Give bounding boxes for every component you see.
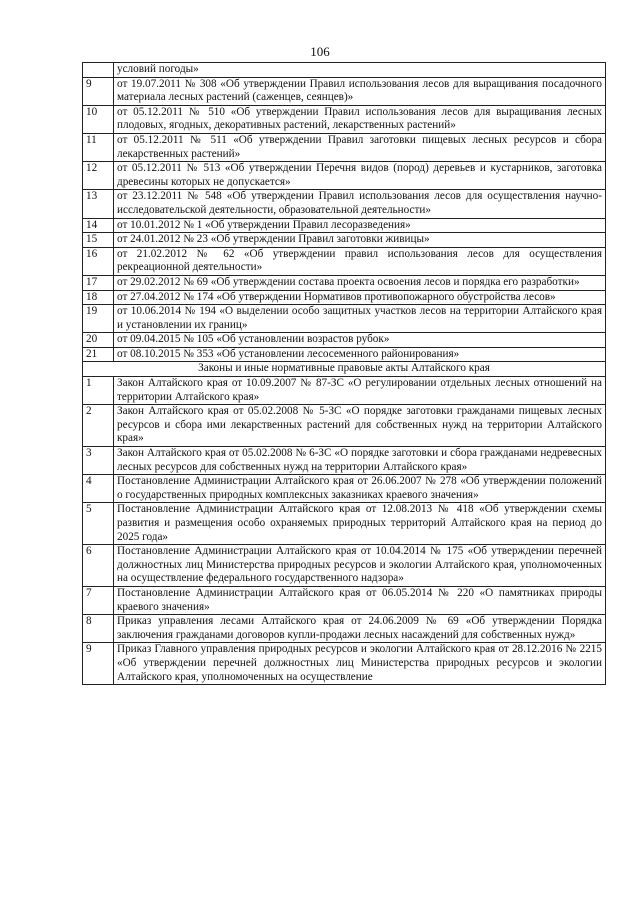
table-row bbox=[83, 377, 606, 405]
row-text: от 08.10.2015 № 353 «Об установлении лесосеменного районирования» bbox=[114, 347, 606, 362]
row-text: от 05.12.2011 № 511 «Об утверждении Правил заготовки пищевых лесных ресурсов и сбора лекарственных растений» bbox=[114, 133, 606, 161]
row-text: от 29.02.2012 № 69 «Об утверждении состава проекта освоения лесов и порядка его разработки» bbox=[114, 275, 606, 290]
table-row bbox=[83, 105, 606, 133]
row-number: 15 bbox=[83, 233, 114, 248]
row-text: Приказ Главного управления природных ресурсов и экологии Алтайского края от 28.12.2016 № 2215 «Об утверждении перечней должностных лиц Министерства природных ресурсов и экологии Алтайского края, уполномоченных на осуществление bbox=[114, 643, 606, 685]
table-row bbox=[83, 190, 606, 218]
row-text: от 27.04.2012 № 174 «Об утверждении Нормативов противопожарного обустройства лесов» bbox=[114, 290, 606, 305]
table-row bbox=[83, 447, 606, 475]
row-text: от 09.04.2015 № 105 «Об установлении возрастов рубок» bbox=[114, 333, 606, 348]
row-number: 21 bbox=[83, 347, 114, 362]
row-text: от 10.01.2012 № 1 «Об утверждении Правил лесоразведения» bbox=[114, 218, 606, 233]
table-row bbox=[83, 275, 606, 290]
row-text: от 05.12.2011 № 513 «Об утверждении Перечня видов (пород) деревьев и кустарников, заготовка древесины которых не допускается» bbox=[114, 162, 606, 190]
row-text: от 21.02.2012 № 62 «Об утверждении правил использования лесов для осуществления рекреационной деятельности» bbox=[114, 247, 606, 275]
table-row bbox=[83, 233, 606, 248]
row-text: Закон Алтайского края от 10.09.2007 № 87-ЗС «О регулировании отдельных лесных отношений на территории Алтайского края» bbox=[114, 377, 606, 405]
row-number: 10 bbox=[83, 105, 114, 133]
row-text: от 05.12.2011 № 510 «Об утверждении Правил использования лесов для выращивания лесных плодовых, ягодных, декоративных растений, лекарственных растений» bbox=[114, 105, 606, 133]
table-row bbox=[83, 503, 606, 545]
row-number: 9 bbox=[83, 77, 114, 105]
row-text: от 24.01.2012 № 23 «Об утверждении Правил заготовки живицы» bbox=[114, 233, 606, 248]
table-row bbox=[83, 545, 606, 587]
row-number: 6 bbox=[83, 545, 114, 587]
row-number: 8 bbox=[83, 615, 114, 643]
row-number: 14 bbox=[83, 218, 114, 233]
table-row bbox=[83, 405, 606, 447]
row-text: Постановление Администрации Алтайского края от 06.05.2014 № 220 «О памятниках природы краевого значения» bbox=[114, 586, 606, 614]
table-row bbox=[83, 347, 606, 362]
row-number: 5 bbox=[83, 503, 114, 545]
row-text: Приказ управления лесами Алтайского края от 24.06.2009 № 69 «Об утверждении Порядка заключения гражданами договоров купли-продажи лесных насаждений для собственных нужд» bbox=[114, 615, 606, 643]
row-number bbox=[83, 63, 114, 78]
row-number: 13 bbox=[83, 190, 114, 218]
row-number: 11 bbox=[83, 133, 114, 161]
table-row bbox=[83, 615, 606, 643]
row-text: от 10.06.2014 № 194 «О выделении особо защитных участков лесов на территории Алтайского края и установлении их границ» bbox=[114, 305, 606, 333]
table-row bbox=[83, 218, 606, 233]
row-number: 16 bbox=[83, 247, 114, 275]
row-number: 20 bbox=[83, 333, 114, 348]
row-text: Постановление Администрации Алтайского края от 10.04.2014 № 175 «Об утверждении перечней должностных лиц Министерства природных ресурсов и экологии Алтайского края, уполномоченных на осуществление федерального государственного надзора» bbox=[114, 545, 606, 587]
row-text: условий погоды» bbox=[114, 63, 606, 78]
row-text: от 19.07.2011 № 308 «Об утверждении Правил использования лесов для выращивания посадочного материала лесных растений (саженцев, сеянцев)» bbox=[114, 77, 606, 105]
section-header: Законы и иные нормативные правовые акты Алтайского края bbox=[83, 362, 606, 377]
row-text: от 23.12.2011 № 548 «Об утверждении Правил использования лесов для осуществления научно-исследовательской деятельности, образовательной деятельности» bbox=[114, 190, 606, 218]
table-row bbox=[83, 290, 606, 305]
table-row bbox=[83, 133, 606, 161]
row-text: Закон Алтайского края от 05.02.2008 № 5-ЗС «О порядке заготовки гражданами пищевых лесных ресурсов и сбора ими лекарственных растений для собственных нужд на территории Алтайского края» bbox=[114, 405, 606, 447]
table-row bbox=[83, 162, 606, 190]
table-row bbox=[83, 333, 606, 348]
row-number: 7 bbox=[83, 586, 114, 614]
regulations-table bbox=[82, 62, 606, 685]
row-number: 19 bbox=[83, 305, 114, 333]
table-row bbox=[83, 305, 606, 333]
row-number: 2 bbox=[83, 405, 114, 447]
row-number: 4 bbox=[83, 475, 114, 503]
row-number: 12 bbox=[83, 162, 114, 190]
row-number: 17 bbox=[83, 275, 114, 290]
row-number: 3 bbox=[83, 447, 114, 475]
row-number: 9 bbox=[83, 643, 114, 685]
row-number: 18 bbox=[83, 290, 114, 305]
table-row bbox=[83, 77, 606, 105]
table-row bbox=[83, 63, 606, 78]
table-row bbox=[83, 475, 606, 503]
row-number: 1 bbox=[83, 377, 114, 405]
table-row bbox=[83, 643, 606, 685]
row-text: Закон Алтайского края от 05.02.2008 № 6-ЗС «О порядке заготовки и сбора гражданами недревесных лесных ресурсов для собственных нужд на территории Алтайского края» bbox=[114, 447, 606, 475]
table-row bbox=[83, 247, 606, 275]
section-header-row bbox=[83, 362, 606, 377]
page-number: 106 bbox=[310, 44, 330, 59]
table-body bbox=[83, 63, 606, 685]
row-text: Постановление Администрации Алтайского края от 12.08.2013 № 418 «Об утверждении схемы развития и размещения особо охраняемых природных территорий Алтайского края на период до 2025 года» bbox=[114, 503, 606, 545]
row-text: Постановление Администрации Алтайского края от 26.06.2007 № 278 «Об утверждении положений о государственных природных комплексных заказниках краевого значения» bbox=[114, 475, 606, 503]
table-row bbox=[83, 586, 606, 614]
